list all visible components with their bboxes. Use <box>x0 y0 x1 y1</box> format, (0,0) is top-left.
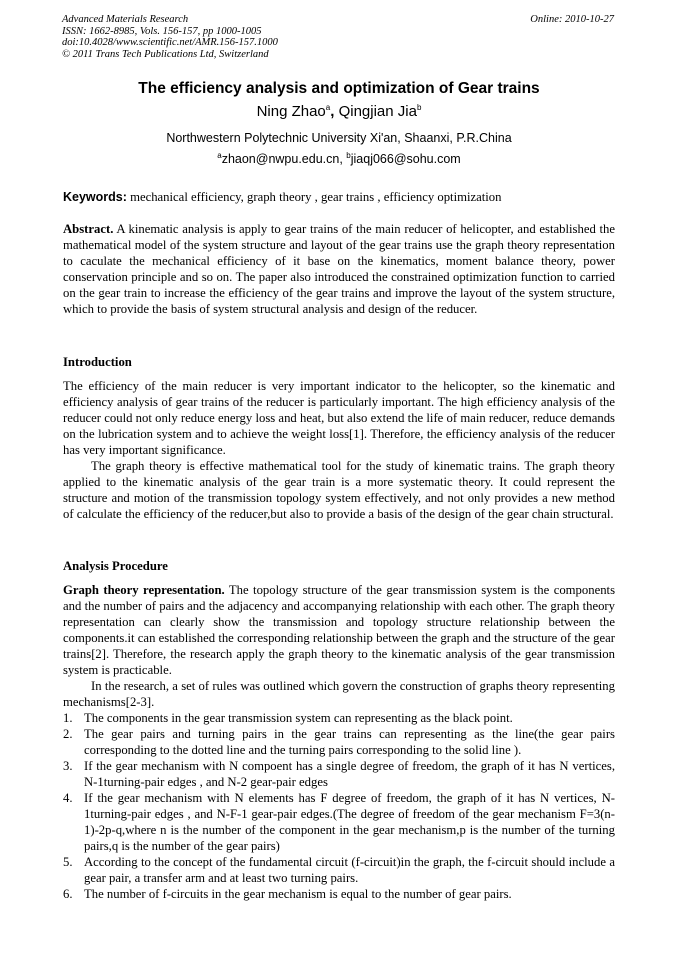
author-name: Ning Zhao <box>256 103 326 120</box>
list-text: The gear pairs and turning pairs in the gear trains can representing as the line(the gear pairs corresponding to the dotted line and the turning pairs corresponding to the solid line ). <box>84 727 615 757</box>
list-number: 1. <box>63 711 73 725</box>
list-item <box>63 726 615 758</box>
list-number: 2. <box>63 727 73 741</box>
list-number: 6. <box>63 887 73 901</box>
subsection-label: Graph theory representation. <box>63 583 225 597</box>
abstract-label: Abstract. <box>63 222 114 236</box>
email-link[interactable]: jiaqj066@sohu.com <box>350 152 461 166</box>
keywords <box>63 189 615 205</box>
keywords-text: mechanical efficiency, graph theory , gear trains , efficiency optimization <box>126 190 502 204</box>
analysis-body <box>63 582 615 902</box>
online-date: Online: 2010-10-27 <box>530 14 614 25</box>
introduction-body <box>63 378 615 522</box>
list-item <box>63 710 615 726</box>
list-text: According to the concept of the fundamental circuit (f-circuit)in the graph, the f-circuit should include a gear pair, a transfer arm and at least two turning pairs. <box>84 855 615 885</box>
paragraph: The graph theory is effective mathematical tool for the study of kinematic trains. The graph theory applied to the kinematic analysis of the gear train is a more systematic theory. It could represent the structure and motion of the transmission topology system effectively, and not only provides a new method of calculate the efficiency of the reducer,but also to provide a basis of the design of the gear chain structural. <box>63 459 615 521</box>
paragraph <box>63 582 615 678</box>
abstract-text: A kinematic analysis is apply to gear trains of the main reducer of helicopter, and established the mathematical model of the system structure and layout of the gear trains use the graph theory representation to caculate the mechanical efficiency of it base on the kinematics, moment balance theory, power conservation principle and so on. The paper also introduced the constrained optimization function to carried on the gear train to increase the efficiency of the gear trains and improve the layout of the system structure, which to provide the basis of system structural analysis and design of the reducer. <box>63 222 615 316</box>
list-item <box>63 886 615 902</box>
list-text: If the gear mechanism with N compoent has a single degree of freedom, the graph of it has N vertices, N-1turning-pair edges , and N-2 gear-pair edges <box>84 759 615 789</box>
copyright-line: © 2011 Trans Tech Publications Ltd, Switzerland <box>62 48 269 60</box>
journal-header <box>62 14 278 60</box>
introduction-heading: Introduction <box>63 355 132 369</box>
list-text: The number of f-circuits in the gear mechanism is equal to the number of gear pairs. <box>84 887 512 901</box>
list-number: 3. <box>63 759 73 773</box>
list-text: The components in the gear transmission system can representing as the black point. <box>84 711 513 725</box>
journal-name: Advanced Materials Research <box>62 14 189 25</box>
abstract <box>63 221 615 317</box>
author-line <box>0 103 678 120</box>
list-number: 5. <box>63 855 73 869</box>
affiliation: Northwestern Polytechnic University Xi'an, Shaanxi, P.R.China <box>166 131 512 145</box>
doi-line[interactable]: doi:10.4028/www.scientific.net/AMR.156-157.1000 <box>62 37 278 48</box>
rules-list <box>63 710 615 902</box>
email-superscript: a <box>217 150 222 160</box>
author-separator: , <box>330 103 339 120</box>
author-superscript: a <box>325 103 331 112</box>
list-item <box>63 758 615 790</box>
list-item <box>63 854 615 886</box>
list-item <box>63 790 615 854</box>
paper-title: The efficiency analysis and optimization of Gear trains <box>138 80 540 97</box>
paragraph: In the research, a set of rules was outlined which govern the construction of graphs theory representing mechanisms[2-3]. <box>63 679 615 709</box>
paragraph-text: The topology structure of the gear transmission system is the components and the number of pairs and the adjacency and accompanying relationship with each other. The graph theory representation can clearly show the transmission and topology structure relationship between the components.it can established the corresponding relationship between the graph and the structure of the gear trains[2]. Therefore, the research apply the graph theory to the kinematic analysis of the gear transmission system is practicable. <box>63 583 616 677</box>
author-superscript: b <box>416 103 422 112</box>
list-text: If the gear mechanism with N elements has F degree of freedom, the graph of it has N vertices, N-1turning-pair edges , and N-F-1 gear-pair edges.(The degree of freedom of the gear mechanism F=3(n-1)-2p-q,where n is the number of the component in the gear mechanism,p is the number of the turning pairs,q is the number of the gear pairs) <box>84 791 615 853</box>
analysis-heading: Analysis Procedure <box>63 559 168 573</box>
email-line <box>0 152 678 166</box>
email-superscript: b <box>346 150 351 160</box>
list-number: 4. <box>63 791 73 805</box>
paragraph: The efficiency of the main reducer is very important indicator to the helicopter, so the kinematic and efficiency analysis of gear trains of the reducer is particularly important. The high efficiency analysis of the reducer could not only reduce energy loss and heat, but also extend the life of main reducer, reduce demands on the lubrication system and to achieve the weight loss[1]. Therefore, the efficiency analysis of the reducer has very important significance. <box>63 379 615 457</box>
author-name: Qingjian Jia <box>338 103 417 120</box>
keywords-label: Keywords: <box>63 190 127 204</box>
email-link[interactable]: zhaon@nwpu.edu.cn, <box>221 152 347 166</box>
issn-line: ISSN: 1662-8985, Vols. 156-157, pp 1000-1005 <box>62 25 262 37</box>
